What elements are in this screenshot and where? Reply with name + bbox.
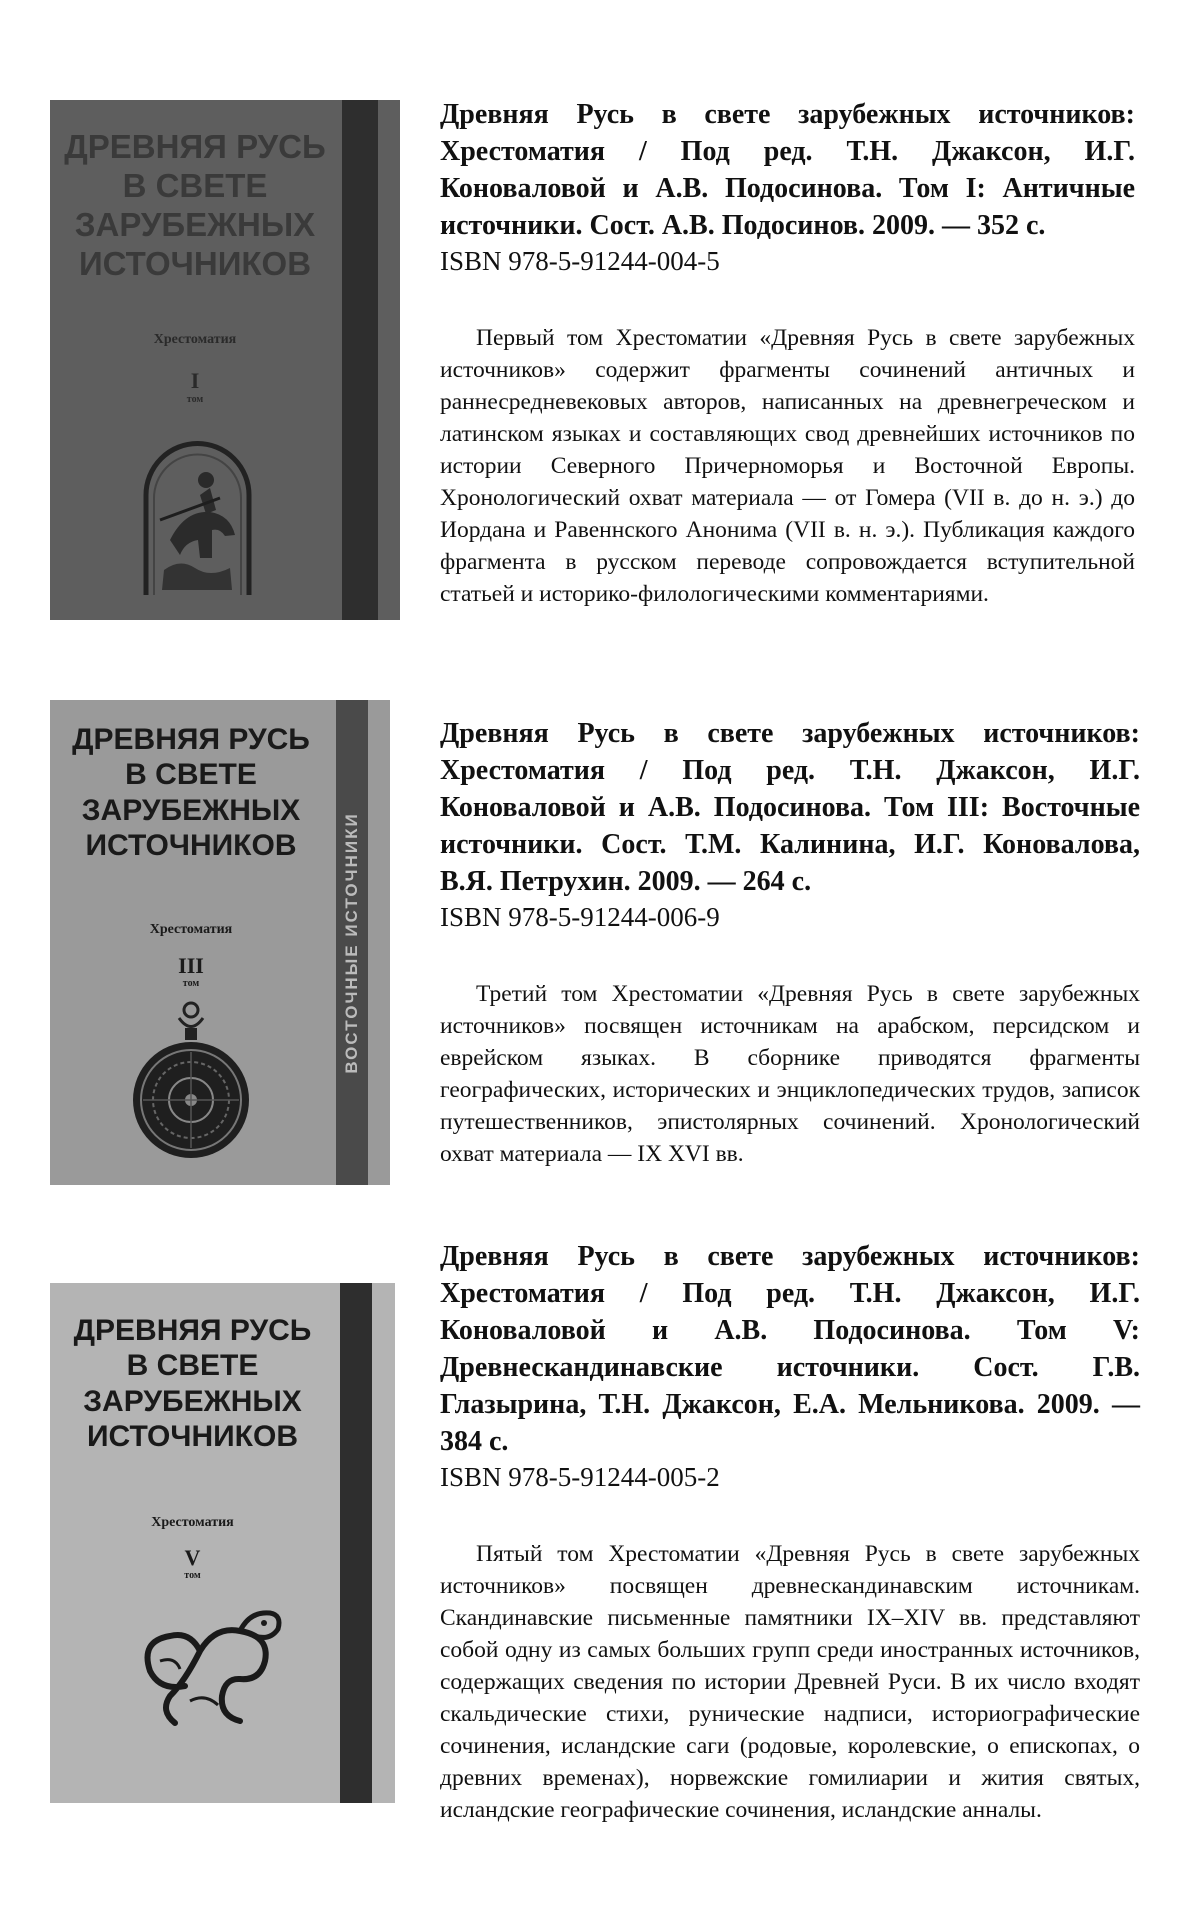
cover-spine [342, 100, 378, 620]
cover-subtitle: Хрестоматия [149, 922, 233, 937]
book-heading: Древняя Русь в свете зарубежных источников: Хрестоматия / Под ред. Т.Н. Джаксон, И.Г. Коноваловой и А.В. Подосинова. Том I: Античные источники. Сост. А.В. Подосинов. 2009. — 352 с. [440, 99, 1135, 241]
cover-volume-number: III [178, 953, 204, 978]
astrolabe-emblem-icon [131, 1000, 251, 1165]
cover-volume-number: I [190, 368, 200, 393]
isbn: ISBN 978-5-91244-004-5 [440, 246, 720, 276]
cover-volume-number: V [184, 1545, 201, 1570]
cover-volume-word: том [186, 394, 204, 405]
book-info [440, 1238, 1140, 1826]
book-description: Третий том Хрестоматии «Древняя Русь в свете зарубежных источников» посвящен источникам на арабском, персидском и еврейском языках. В сборнике приводятся фрагменты географических, исторических и энциклопедических трудов, записок путешественников, эпистолярных сочинений. Хронологический охват материала — IX XVI вв. [440, 981, 1140, 1167]
knight-arch-emblem-icon [140, 440, 255, 595]
book-description: Пятый том Хрестоматии «Древняя Русь в свете зарубежных источников» посвящен древнескандинавским источникам. Скандинавские письменные памятники IX–XIV вв. представляют собой одну из самых больших групп среди иностранных источников, содержащих сведения по истории Древней Руси. В их число входят скальдические стихи, рунические надписи, историографические сочинения, исландские саги (родовые, королевские, о епископах, о древних временах), норвежские гомилиарии и жития святых, исландские географические сочинения, исландские анналы. [440, 1541, 1140, 1823]
cover-spine [340, 1283, 372, 1803]
cover-subtitle: Хрестоматия [153, 332, 237, 347]
isbn: ISBN 978-5-91244-005-2 [440, 1462, 720, 1492]
book-info [440, 715, 1140, 1170]
cover-title: ДРЕВНЯЯ РУСЬ В СВЕТЕ ЗАРУБЕЖНЫХ ИСТОЧНИКОВ [72, 723, 310, 863]
book-heading: Древняя Русь в свете зарубежных источников: Хрестоматия / Под ред. Т.Н. Джаксон, И.Г. Коноваловой и А.В. Подосинова. Том III: Восточные источники. Сост. Т.М. Калинина, И.Г. Коновалова, В.Я. Петрухин. 2009. — 264 с. [440, 718, 1140, 897]
cover-spine [336, 700, 368, 1185]
cover-title: ДРЕВНЯЯ РУСЬ В СВЕТЕ ЗАРУБЕЖНЫХ ИСТОЧНИКОВ [73, 1314, 312, 1454]
cover-subtitle: Хрестоматия [151, 1515, 234, 1530]
cover-volume-word: том [184, 1570, 201, 1581]
book-cover [50, 1283, 395, 1803]
book-info [440, 96, 1135, 610]
book-heading: Древняя Русь в свете зарубежных источников: Хрестоматия / Под ред. Т.Н. Джаксон, И.Г. Коноваловой и А.В. Подосинова. Том V: Древнескандинавские источники. Сост. Г.В. Глазырина, Т.Н. Джаксон, Е.А. Мельникова. 2009. — 384 с. [440, 1241, 1140, 1457]
scandinavian-beast-emblem-icon [130, 1601, 290, 1731]
book-cover [50, 100, 400, 620]
cover-volume-word: том [182, 978, 200, 989]
book-cover [50, 700, 390, 1185]
isbn: ISBN 978-5-91244-006-9 [440, 902, 720, 932]
spine-label: ВОСТОЧНЫЕ ИСТОЧНИКИ [342, 811, 361, 1074]
cover-title: ДРЕВНЯЯ РУСЬ В СВЕТЕ ЗАРУБЕЖНЫХ ИСТОЧНИКОВ [64, 128, 326, 282]
book-description: Первый том Хрестоматии «Древняя Русь в свете зарубежных источников» содержит фрагменты сочинений античных и раннесредневековых авторов, написанных на древнегреческом и латинском языках и составляющих свод древнейших источников по истории Северного Причерноморья и Восточной Европы. Хронологический охват материала — от Гомера (VII в. до н. э.) до Иордана и Равеннского Анонима (VII в. н. э.). Публикация каждого фрагмента в русском переводе сопровождается вступительной статьей и историко-филологическими комментариями. [440, 325, 1135, 607]
